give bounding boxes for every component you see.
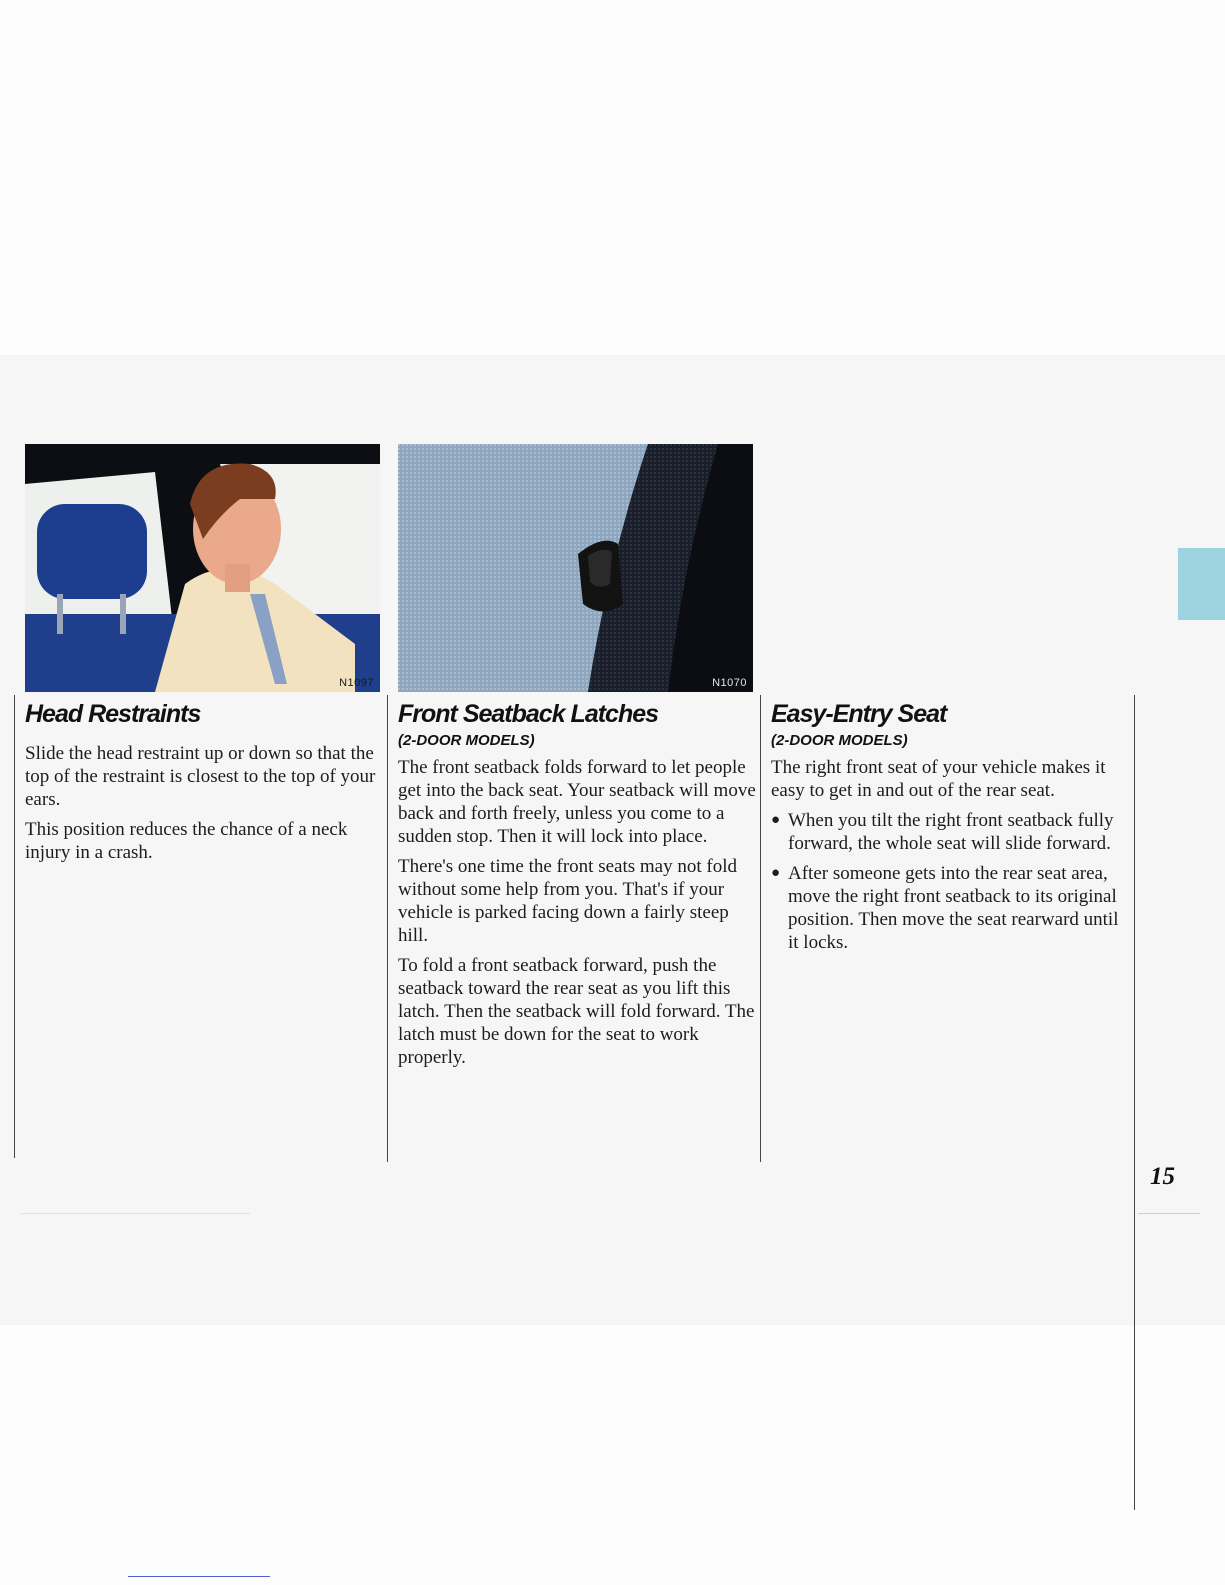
head-restraint-drawing <box>25 444 380 692</box>
head-restraint-illustration <box>25 444 380 692</box>
list-item <box>771 809 1126 855</box>
bottom-rule <box>1138 1213 1200 1214</box>
column-rule <box>1134 695 1135 1510</box>
section-heading-easy-entry-seat: Easy-Entry Seat <box>771 700 947 728</box>
section-subheading: (2-DOOR MODELS) <box>771 732 908 749</box>
bullet-icon: ● <box>771 812 781 828</box>
paragraph: The front seatback folds forward to let people get into the back seat. Your seatback will move back and forth freely, unless you come to a sudden stop. Then it will lock into place. <box>398 757 756 847</box>
paragraph: To fold a front seatback forward, push the seatback toward the rear seat as you lift this latch. Then the seatback will fold forward. The latch must be down for the seat to work properly. <box>398 955 755 1068</box>
head-restraints-body <box>25 742 387 871</box>
page-number: 15 <box>1150 1163 1175 1190</box>
column-rule <box>760 695 761 1162</box>
paragraph: There's one time the front seats may not fold without some help from you. That's if your vehicle is parked facing down a fairly steep hill. <box>398 856 737 946</box>
seatback-latch-drawing <box>398 444 753 692</box>
footer-link-underline <box>128 1576 270 1577</box>
paragraph: The right front seat of your vehicle makes it easy to get in and out of the rear seat. <box>771 757 1106 801</box>
list-item-text: After someone gets into the rear seat area, move the right front seatback to its original position. Then move the seat rearward until it locks. <box>788 863 1119 953</box>
section-heading-front-seatback-latches: Front Seatback Latches <box>398 700 659 728</box>
bottom-rule <box>20 1213 250 1214</box>
paragraph: This position reduces the chance of a neck injury in a crash. <box>25 819 348 863</box>
section-heading-head-restraints: Head Restraints <box>25 700 201 728</box>
seatback-latch-photo <box>398 444 753 692</box>
easy-entry-body <box>771 756 1126 961</box>
column-rule <box>14 695 15 1158</box>
list-item <box>771 862 1126 954</box>
paragraph: Slide the head restraint up or down so that the top of the restraint is closest to the top of your ears. <box>25 743 376 810</box>
bullet-icon: ● <box>771 865 781 881</box>
column-rule <box>387 695 388 1162</box>
manual-page <box>0 355 1225 1325</box>
figure-code: N1097 <box>339 677 374 689</box>
front-seatback-body <box>398 756 760 1076</box>
figure-code: N1070 <box>712 677 747 689</box>
section-subheading: (2-DOOR MODELS) <box>398 732 535 749</box>
bullet-list <box>771 809 1126 954</box>
section-tab-marker <box>1178 548 1225 620</box>
list-item-text: When you tilt the right front seatback fully forward, the whole seat will slide forward. <box>788 810 1114 854</box>
